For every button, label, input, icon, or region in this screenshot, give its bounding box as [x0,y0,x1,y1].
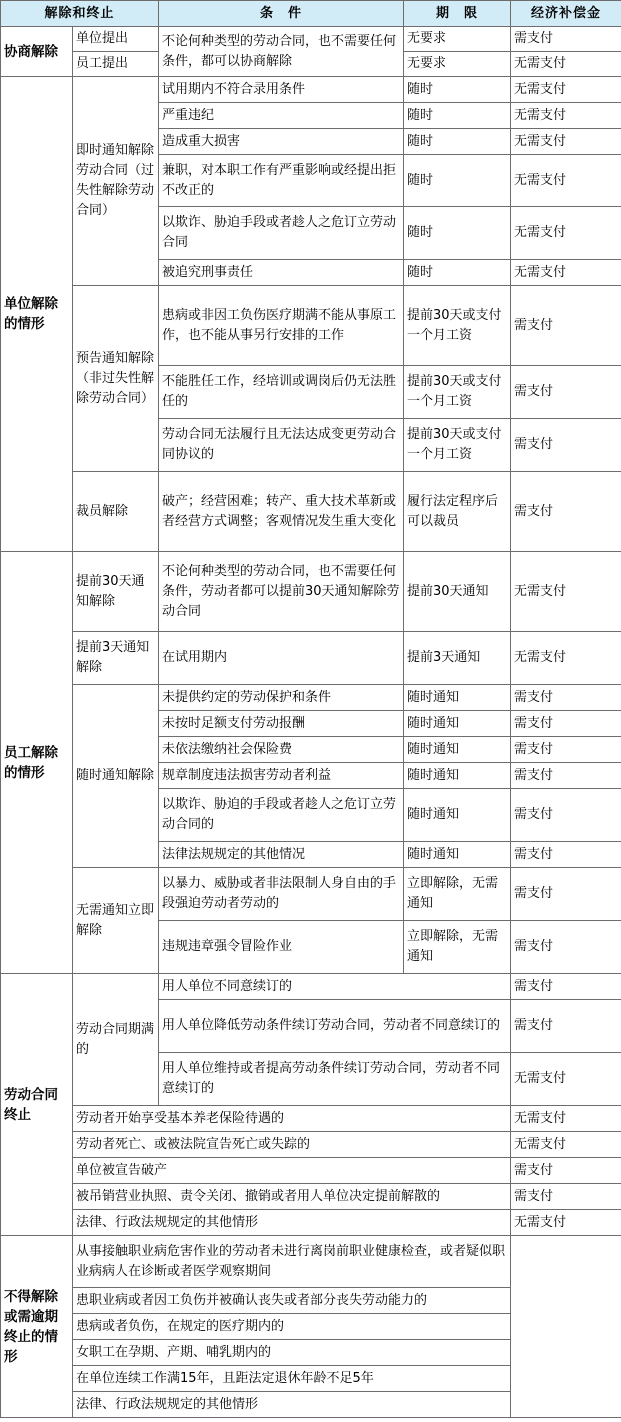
table-row [1,1184,621,1210]
compensation-cell: 无需支付 [511,52,621,77]
subcategory-cell: 裁员解除 [73,472,159,552]
period-cell: 随时 [404,155,511,207]
compensation-cell: 需支付 [511,1184,621,1210]
condition-cell: 法律法规规定的其他情况 [159,842,404,868]
compensation-cell: 无需支付 [511,1106,621,1132]
table-row [1,552,621,632]
period-cell: 随时通知 [404,685,511,711]
period-cell: 提前3天通知 [404,632,511,685]
condition-cell: 患病或非因工负伤医疗期满不能从事原工作，也不能从事另行安排的工作 [159,286,404,366]
condition-cell: 破产；经营困难；转产、重大技术革新或者经营方式调整；客观情况发生重大变化 [159,472,404,552]
condition-cell: 在单位连续工作满15年，且距法定退休年龄不足5年 [73,1366,511,1392]
condition-cell: 患病或者负伤，在规定的医疗期内的 [73,1314,511,1340]
compensation-cell: 无需支付 [511,77,621,103]
compensation-cell: 无需支付 [511,103,621,129]
table-row [1,1132,621,1158]
compensation-cell: 需支付 [511,1158,621,1184]
period-cell: 随时 [404,207,511,260]
condition-cell: 患职业病或者因工负伤并被确认丧失或者部分丧失劳动能力的 [73,1288,511,1314]
subcategory-cell: 提前3天通知解除 [73,632,159,685]
subcategory-cell: 预告通知解除（非过失性解除劳动合同） [73,286,159,472]
table-row [1,286,621,366]
period-cell: 立即解除，无需通知 [404,921,511,974]
table-row [1,868,621,921]
compensation-cell: 需支付 [511,286,621,366]
header-compensation: 经济补偿金 [511,1,621,27]
category-employer-termination: 单位解除的情形 [1,77,73,552]
condition-cell: 以欺诈、胁迫手段或者趁人之危订立劳动合同 [159,207,404,260]
period-cell: 提前30天或支付一个月工资 [404,419,511,472]
subcategory-cell: 提前30天通知解除 [73,552,159,632]
subcategory-cell: 劳动合同期满的 [73,974,159,1106]
table-row [1,1236,621,1288]
table-row [1,632,621,685]
compensation-cell: 需支付 [511,711,621,737]
condition-cell: 违规违章强令冒险作业 [159,921,404,974]
condition-cell: 用人单位不同意续订的 [159,974,511,1000]
condition-cell: 女职工在孕期、产期、哺乳期内的 [73,1340,511,1366]
compensation-cell: 无需支付 [511,1053,621,1106]
period-cell: 随时通知 [404,711,511,737]
condition-cell: 试用期内不符合录用条件 [159,77,404,103]
compensation-cell: 需支付 [511,1000,621,1053]
period-cell: 随时 [404,129,511,155]
period-cell: 无要求 [404,27,511,52]
compensation-cell: 需支付 [511,472,621,552]
category-contract-end: 劳动合同终止 [1,974,73,1236]
subcategory-cell: 无需通知立即解除 [73,868,159,974]
table-row [1,685,621,711]
period-cell: 随时 [404,103,511,129]
header-condition: 条 件 [159,1,404,27]
compensation-cell: 需支付 [511,737,621,763]
condition-cell: 用人单位降低劳动条件续订劳动合同，劳动者不同意续订的 [159,1000,511,1053]
category-no-termination: 不得解除或需逾期终止的情形 [1,1236,73,1418]
compensation-cell: 无需支付 [511,552,621,632]
table-row [1,1210,621,1236]
header-row [1,1,621,27]
period-cell: 随时 [404,77,511,103]
condition-cell: 劳动合同无法履行且无法达成变更劳动合同协议的 [159,419,404,472]
compensation-cell: 需支付 [511,763,621,789]
period-cell: 履行法定程序后可以裁员 [404,472,511,552]
table-row [1,1158,621,1184]
condition-cell: 兼职，对本职工作有严重影响或经提出拒不改正的 [159,155,404,207]
condition-cell: 从事接触职业病危害作业的劳动者未进行离岗前职业健康检查，或者疑似职业病病人在诊断或者医学观察期间 [73,1236,511,1288]
compensation-cell: 需支付 [511,419,621,472]
condition-cell: 法律、行政法规规定的其他情形 [73,1392,511,1418]
compensation-cell: 需支付 [511,868,621,921]
compensation-cell: 无需支付 [511,155,621,207]
condition-cell: 以暴力、威胁或者非法限制人身自由的手段强迫劳动者劳动的 [159,868,404,921]
condition-cell: 在试用期内 [159,632,404,685]
compensation-cell: 需支付 [511,366,621,419]
table-row [1,1106,621,1132]
condition-cell: 规章制度违法损害劳动者利益 [159,763,404,789]
period-cell: 随时 [404,260,511,286]
category-employee-termination: 员工解除的情形 [1,552,73,974]
condition-cell: 造成重大损害 [159,129,404,155]
condition-cell: 未提供约定的劳动保护和条件 [159,685,404,711]
category-negotiated: 协商解除 [1,27,73,77]
condition-cell: 单位被宣告破产 [73,1158,511,1184]
condition-cell: 以欺诈、胁迫的手段或者趁人之危订立劳动合同的 [159,789,404,842]
condition-cell: 不论何种类型的劳动合同，也不需要任何条件，劳动者都可以提前30天通知解除劳动合同 [159,552,404,632]
compensation-cell: 无需支付 [511,260,621,286]
condition-cell: 被吊销营业执照、责令关闭、撤销或者用人单位决定提前解散的 [73,1184,511,1210]
subcategory-cell: 员工提出 [73,52,159,77]
condition-cell: 严重违纪 [159,103,404,129]
table-row [1,974,621,1000]
compensation-cell: 无需支付 [511,207,621,260]
period-cell: 随时通知 [404,763,511,789]
condition-cell: 不论何种类型的劳动合同，也不需要任何条件，都可以协商解除 [159,27,404,77]
compensation-cell: 无需支付 [511,1132,621,1158]
period-cell: 立即解除，无需通知 [404,868,511,921]
condition-cell: 法律、行政法规规定的其他情形 [73,1210,511,1236]
condition-cell: 不能胜任工作，经培训或调岗后仍无法胜任的 [159,366,404,419]
subcategory-cell: 随时通知解除 [73,685,159,868]
header-period: 期 限 [404,1,511,27]
compensation-cell: 需支付 [511,974,621,1000]
empty-compensation-cell [511,1236,621,1418]
condition-cell: 未依法缴纳社会保险费 [159,737,404,763]
period-cell: 随时通知 [404,737,511,763]
table-row [1,472,621,552]
compensation-cell: 需支付 [511,842,621,868]
period-cell: 无要求 [404,52,511,77]
condition-cell: 被追究刑事责任 [159,260,404,286]
table-row [1,77,621,103]
subcategory-cell: 即时通知解除劳动合同（过失性解除劳动合同） [73,77,159,286]
period-cell: 随时通知 [404,789,511,842]
compensation-cell: 无需支付 [511,632,621,685]
period-cell: 随时通知 [404,842,511,868]
condition-cell: 劳动者开始享受基本养老保险待遇的 [73,1106,511,1132]
compensation-cell: 需支付 [511,27,621,52]
condition-cell: 未按时足额支付劳动报酬 [159,711,404,737]
compensation-cell: 需支付 [511,921,621,974]
compensation-cell: 无需支付 [511,129,621,155]
condition-cell: 劳动者死亡、或被法院宣告死亡或失踪的 [73,1132,511,1158]
table-row [1,27,621,52]
period-cell: 提前30天通知 [404,552,511,632]
header-termination-type: 解除和终止 [1,1,159,27]
period-cell: 提前30天或支付一个月工资 [404,366,511,419]
period-cell: 提前30天或支付一个月工资 [404,286,511,366]
condition-cell: 用人单位维持或者提高劳动条件续订劳动合同，劳动者不同意续订的 [159,1053,511,1106]
compensation-cell: 需支付 [511,789,621,842]
subcategory-cell: 单位提出 [73,27,159,52]
compensation-cell: 需支付 [511,685,621,711]
compensation-cell: 无需支付 [511,1210,621,1236]
